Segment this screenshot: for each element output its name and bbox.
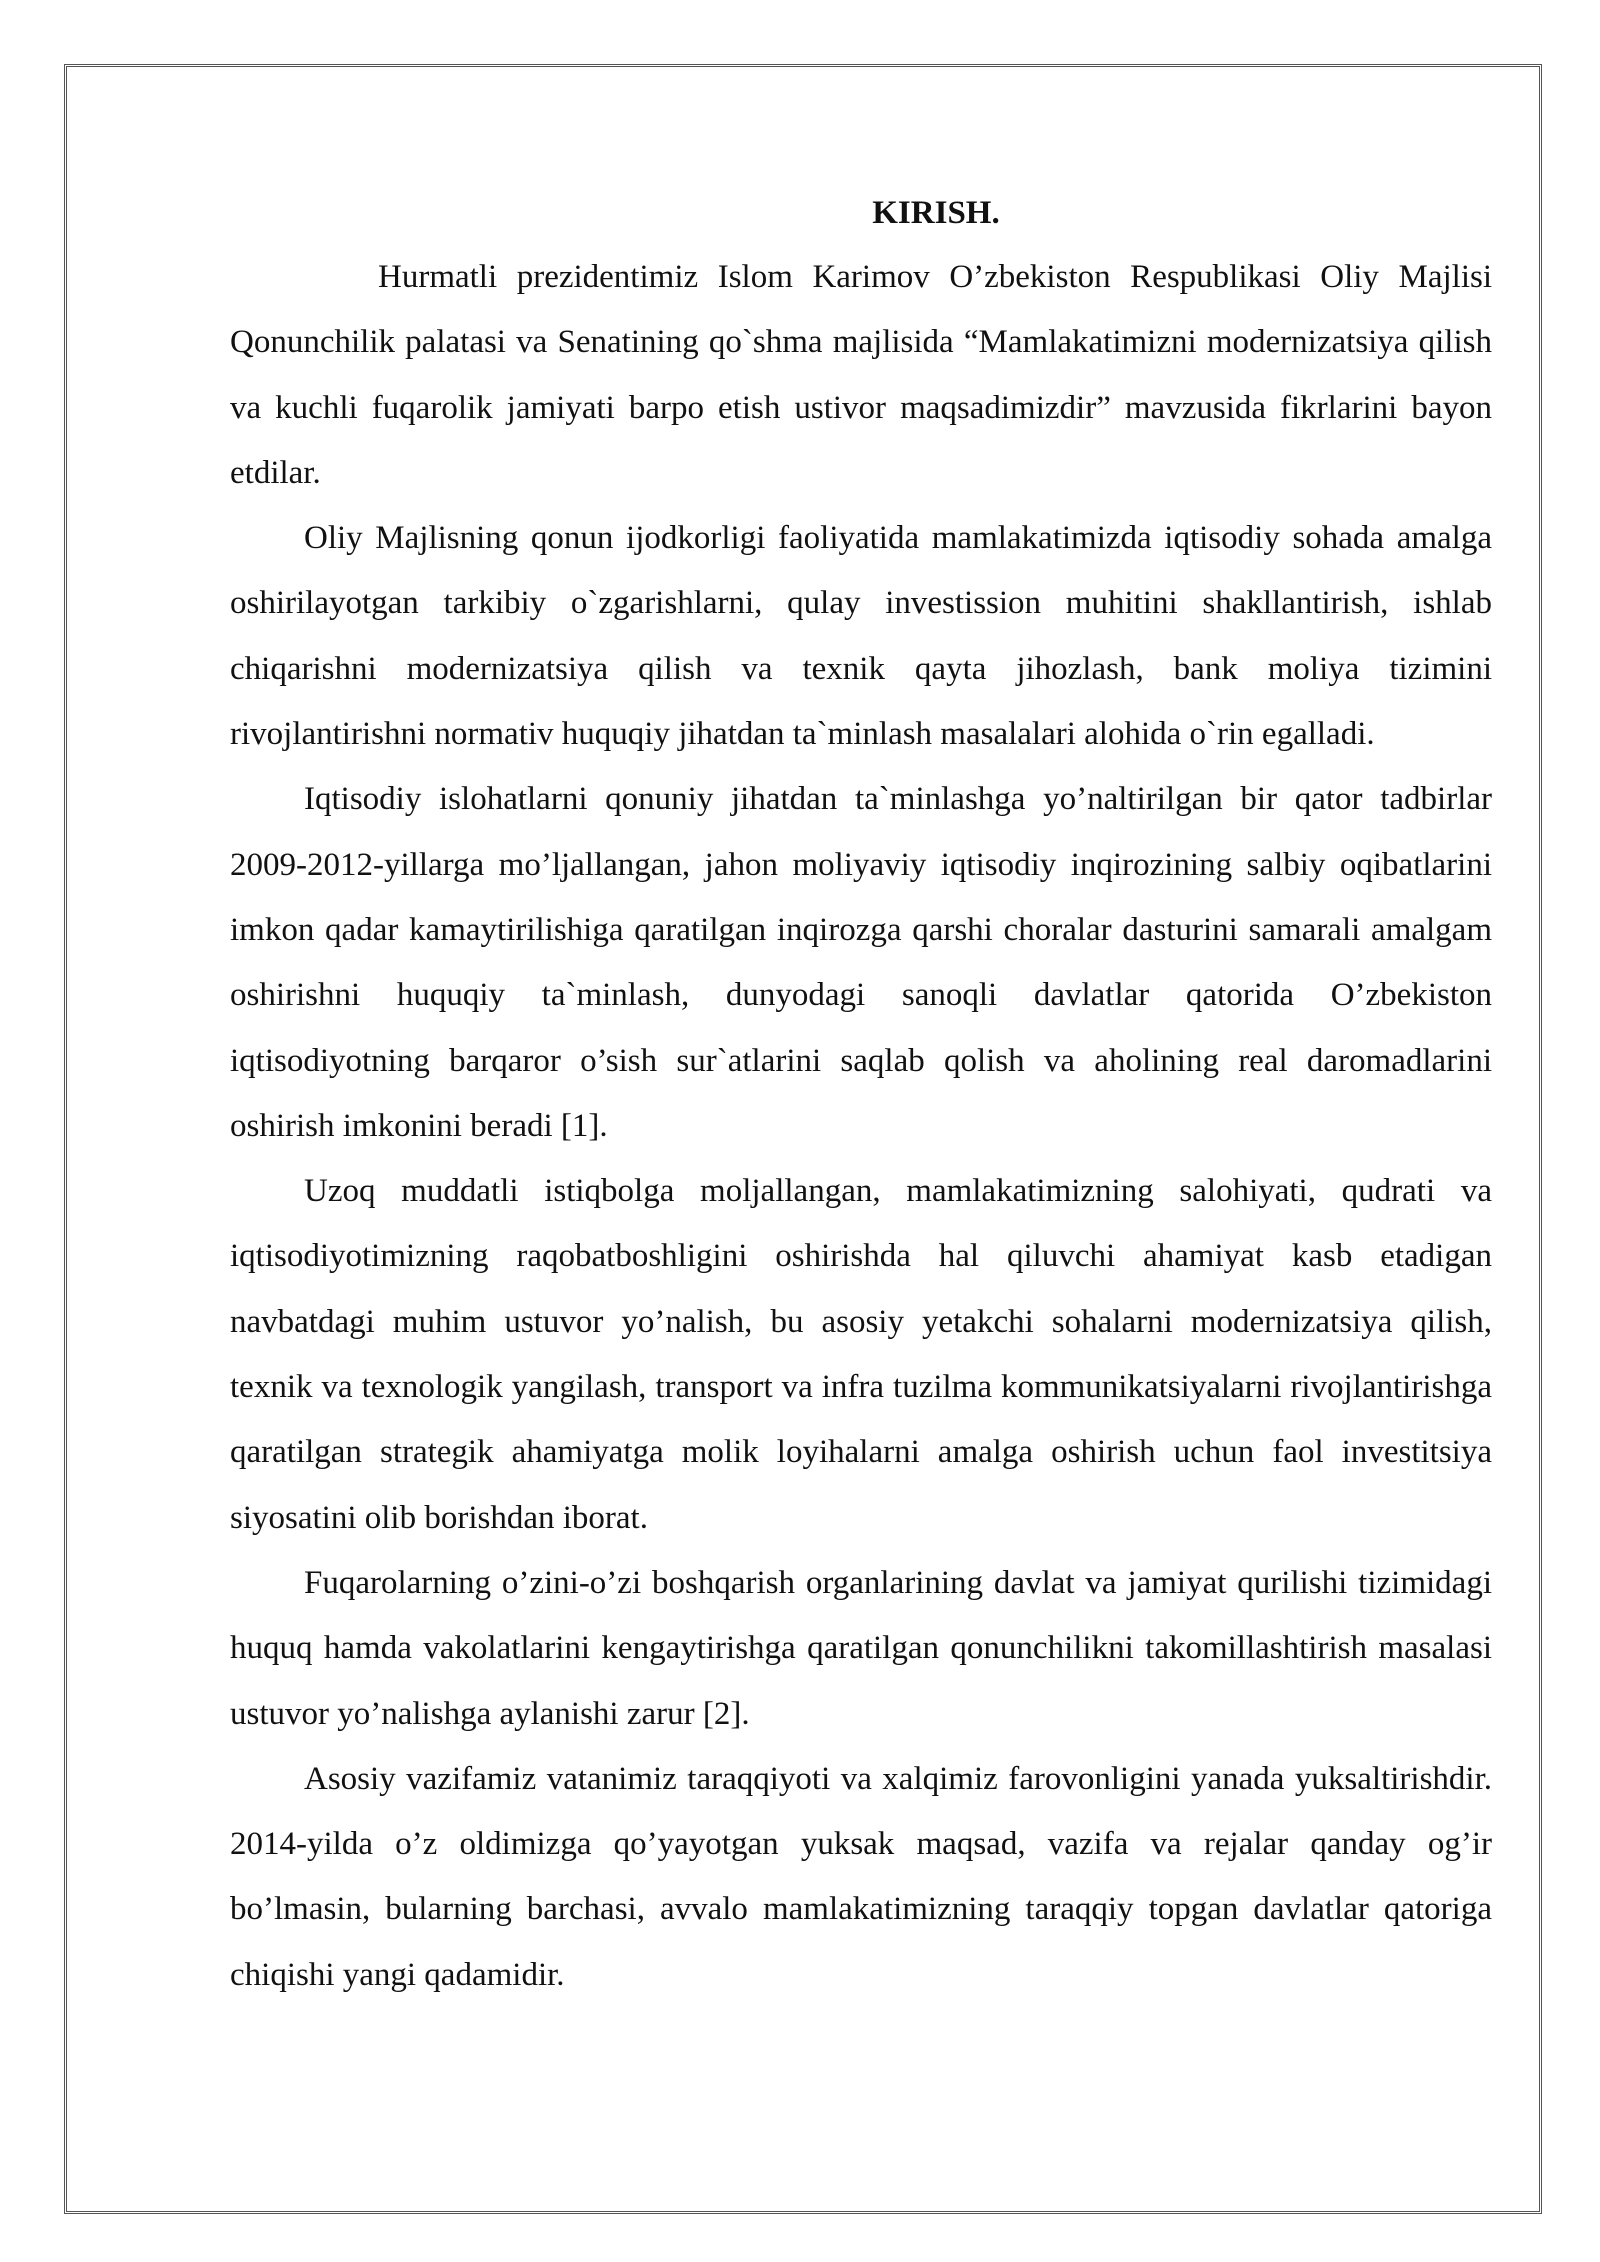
- paragraph-2: Oliy Majlisning qonun ijodkorligi faoliyatida mamlakatimizda iqtisodiy sohada amalga oshirilayotgan tarkibiy o`zgarishlarni, qulay investission muhitini shakllantirish, ishlab chiqarishni modernizatsiya qilish va texnik qayta jihozlash, bank moliya tizimini rivojlantirishni normativ huquqiy jihatdan ta`minlash masalalari alohida o`rin egalladi.: [230, 520, 1492, 753]
- paragraph-1: Hurmatli prezidentimiz Islom Karimov O’zbekiston Respublikasi Oliy Majlisi Qonunchilik palatasi va Senatining qo`shma majlisida “Mamlakatimizni modernizatsiya qilish va kuchli fuqarolik jamiyati barpo etish ustivor maqsadimizdir” mavzusida fikrlarini bayon etdilar.: [230, 259, 1492, 491]
- paragraph-4: Uzoq muddatli istiqbolga moljallangan, mamlakatimizning salohiyati, qudrati va iqtisodiyotimizning raqobatboshligini oshirishda hal qiluvchi ahamiyat kasb etadigan navbatdagi muhim ustuvor yo’nalish, bu asosiy yetakchi sohalarni modernizatsiya qilish, texnik va texnologik yangilash, transport va infra tuzilma kommunikatsiyalarni rivojlantirishga qaratilgan strategik ahamiyatga molik loyihalarni amalga oshirish uchun faol investitsiya siyosatini olib borishdan iborat.: [230, 1173, 1492, 1536]
- document-body: [230, 190, 1492, 2008]
- paragraph-3: Iqtisodiy islohatlarni qonuniy jihatdan ta`minlashga yo’naltirilgan bir qator tadbirlar 2009-2012-yillarga mo’ljallangan, jahon moliyaviy iqtisodiy inqirozining salbiy oqibatlarini imkon qadar kamaytirilishiga qaratilgan inqirozga qarshi choralar dasturini samarali amalgam oshirishni huquqiy ta`minlash, dunyodagi sanoqli davlatlar qatorida O’zbekiston iqtisodiyotning barqaror o’sish sur`atlarini saqlab qolish va aholining real daromadlarini oshirish imkonini beradi [1].: [230, 781, 1492, 1144]
- document-title: KIRISH.: [872, 195, 1000, 231]
- paragraph-5: Fuqarolarning o’zini-o’zi boshqarish organlarining davlat va jamiyat qurilishi tizimidagi huquq hamda vakolatlarini kengaytirishga qaratilgan qonunchilikni takomillashtirish masalasi ustuvor yo’nalishga aylanishi zarur [2].: [230, 1564, 1492, 1732]
- paragraph-6: Asosiy vazifamiz vatanimiz taraqqiyoti va xalqimiz farovonligini yanada yuksaltirishdir. 2014-yilda o’z oldimizga qo’yayotgan yuksak maqsad, vazifa va rejalar qanday og’ir bo’lmasin, bularning barchasi, avvalo mamlakatimizning taraqqiy topgan davlatlar qatoriga chiqishi yangi qadamidir.: [230, 1760, 1492, 1993]
